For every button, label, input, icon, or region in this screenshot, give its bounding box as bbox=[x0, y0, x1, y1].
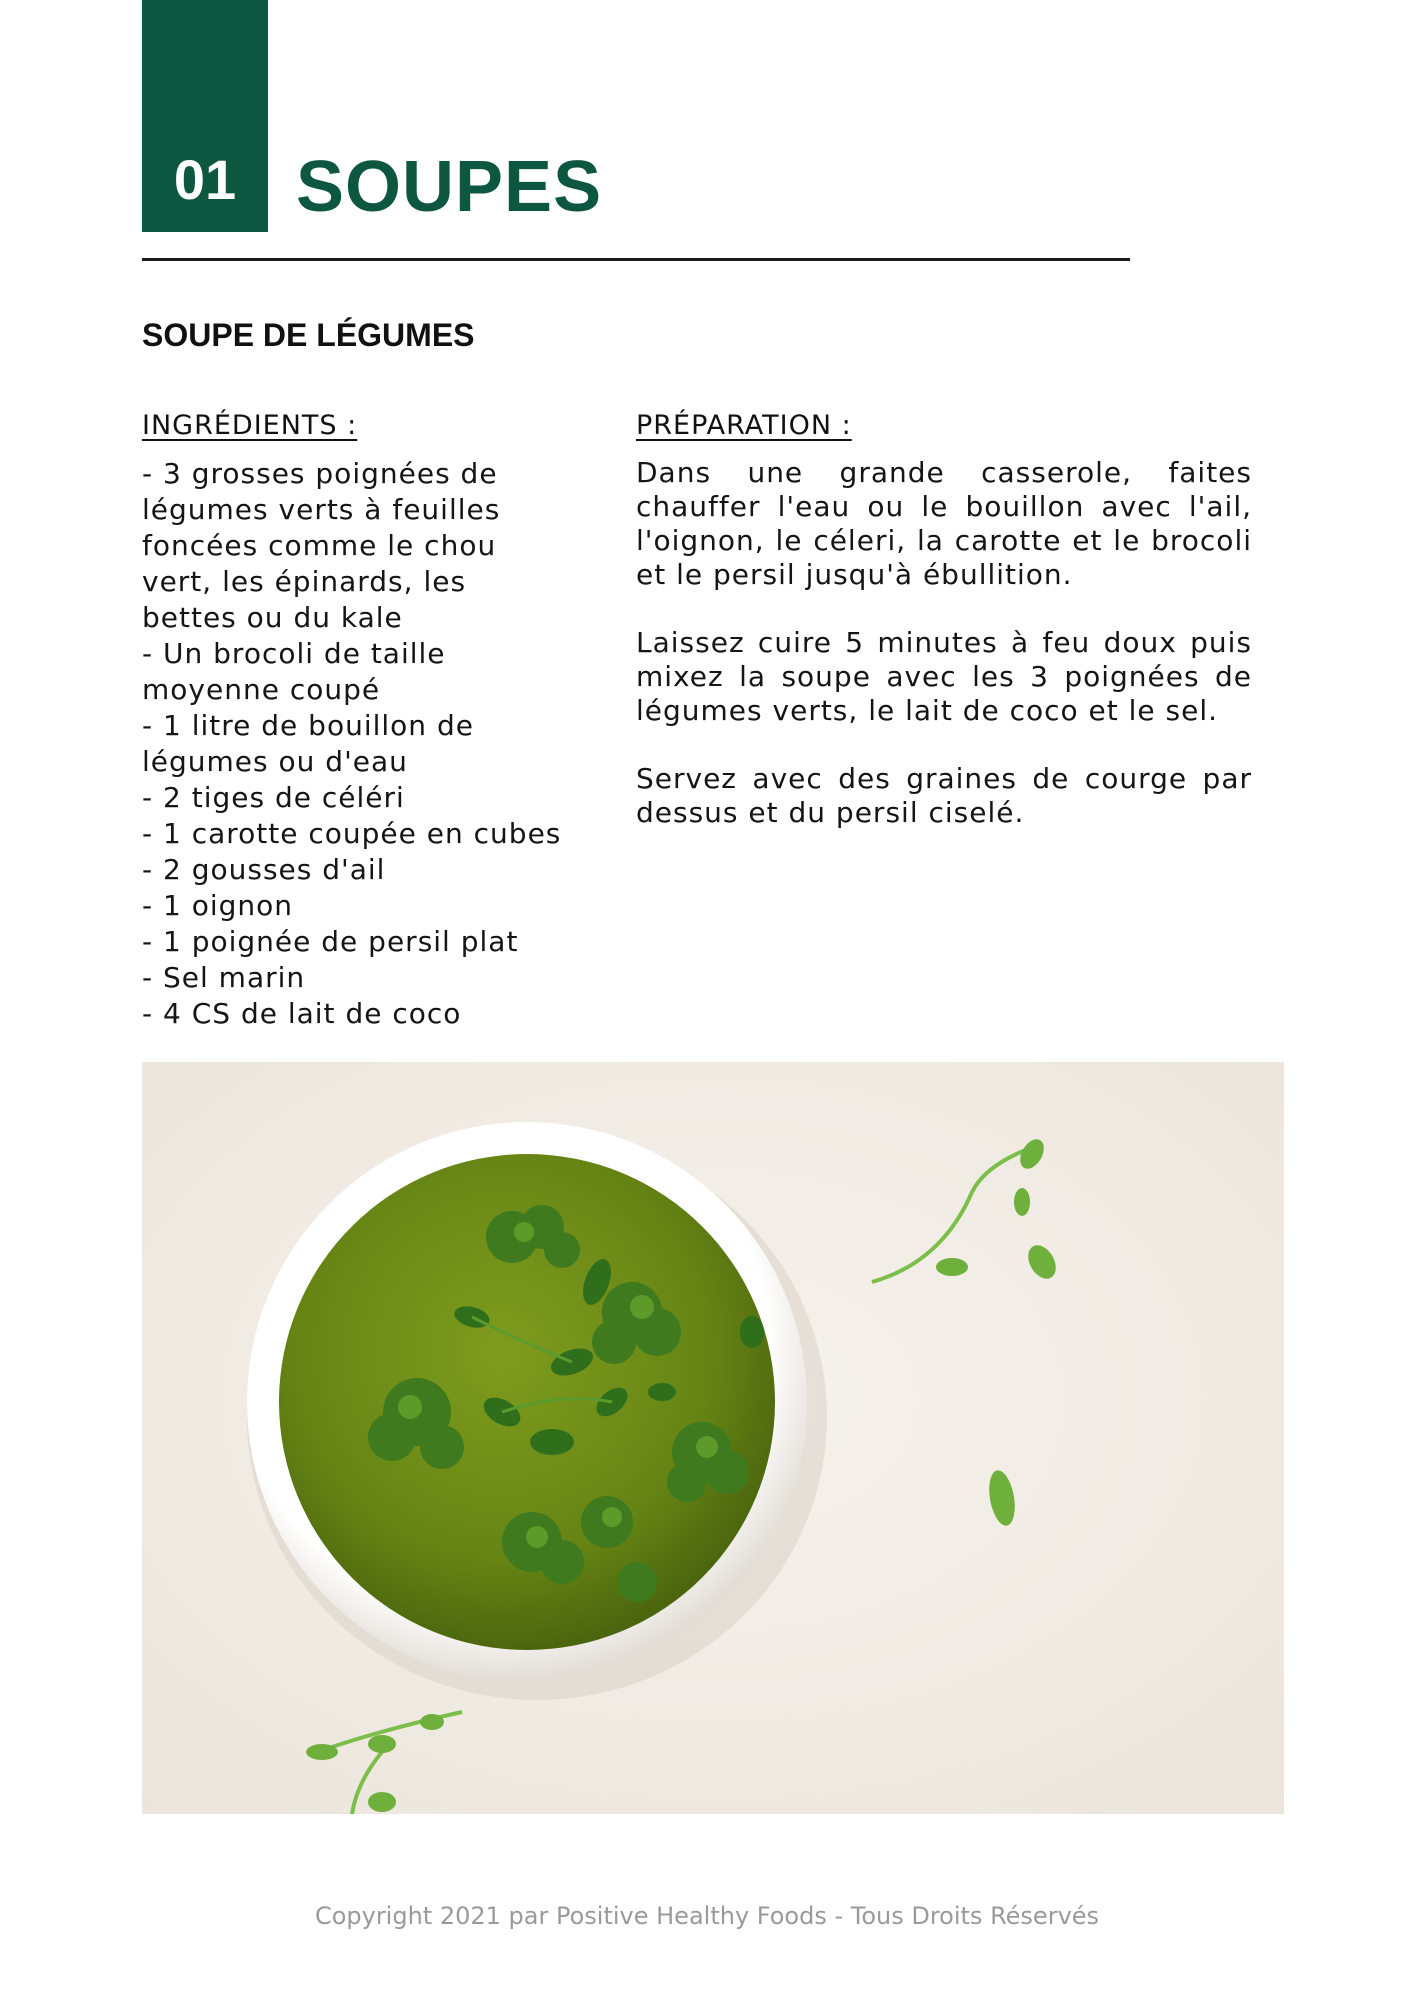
title-divider bbox=[142, 258, 1130, 261]
ingredient-line: - 3 grosses poignées de bbox=[142, 457, 498, 490]
ingredient-line: - 1 oignon bbox=[142, 889, 294, 922]
preparation-paragraph: Laissez cuire 5 minutes à feu doux puis mixez la soupe avec les 3 poignées de légumes verts, le lait de coco et le sel. bbox=[636, 626, 1252, 727]
ingredient-line: - 1 carotte coupée en cubes bbox=[142, 817, 562, 850]
ingredients-heading: INGRÉDIENTS : bbox=[142, 410, 358, 441]
ingredients-list bbox=[142, 456, 612, 1032]
recipe-title: SOUPE DE LÉGUMES bbox=[142, 317, 475, 353]
ingredient-line: - 2 tiges de céléri bbox=[142, 781, 405, 814]
preparation-heading: PRÉPARATION : bbox=[636, 410, 852, 441]
ingredient-line: - 1 poignée de persil plat bbox=[142, 925, 519, 958]
preparation-paragraph: Servez avec des graines de courge par dessus et du persil ciselé. bbox=[636, 762, 1252, 829]
ingredient-line: légumes verts à feuilles bbox=[142, 493, 501, 526]
chapter-number: 01 bbox=[173, 148, 237, 211]
ingredient-line: vert, les épinards, les bbox=[142, 565, 467, 598]
chapter-title: SOUPES bbox=[296, 147, 603, 227]
ingredient-line: - 1 litre de bouillon de bbox=[142, 709, 474, 742]
ingredient-line: légumes ou d'eau bbox=[142, 745, 408, 778]
ingredient-line: foncées comme le chou bbox=[142, 529, 497, 562]
ingredient-line: - 4 CS de lait de coco bbox=[142, 997, 462, 1030]
ingredient-line: - Sel marin bbox=[142, 961, 306, 994]
ingredient-line: - Un brocoli de taille bbox=[142, 637, 446, 670]
preparation-text bbox=[636, 456, 1252, 864]
ingredient-line: bettes ou du kale bbox=[142, 601, 403, 634]
ingredient-line: moyenne coupé bbox=[142, 673, 381, 706]
footer-copyright: Copyright 2021 par Positive Healthy Foods - Tous Droits Réservés bbox=[314, 1902, 1100, 1930]
soup-photo bbox=[142, 1062, 1284, 1814]
ingredient-line: - 2 gousses d'ail bbox=[142, 853, 386, 886]
preparation-paragraph: Dans une grande casserole, faites chauffer l'eau ou le bouillon avec l'ail, l'oignon, le céleri, la carotte et le brocoli et le persil jusqu'à ébullition. bbox=[636, 456, 1252, 591]
